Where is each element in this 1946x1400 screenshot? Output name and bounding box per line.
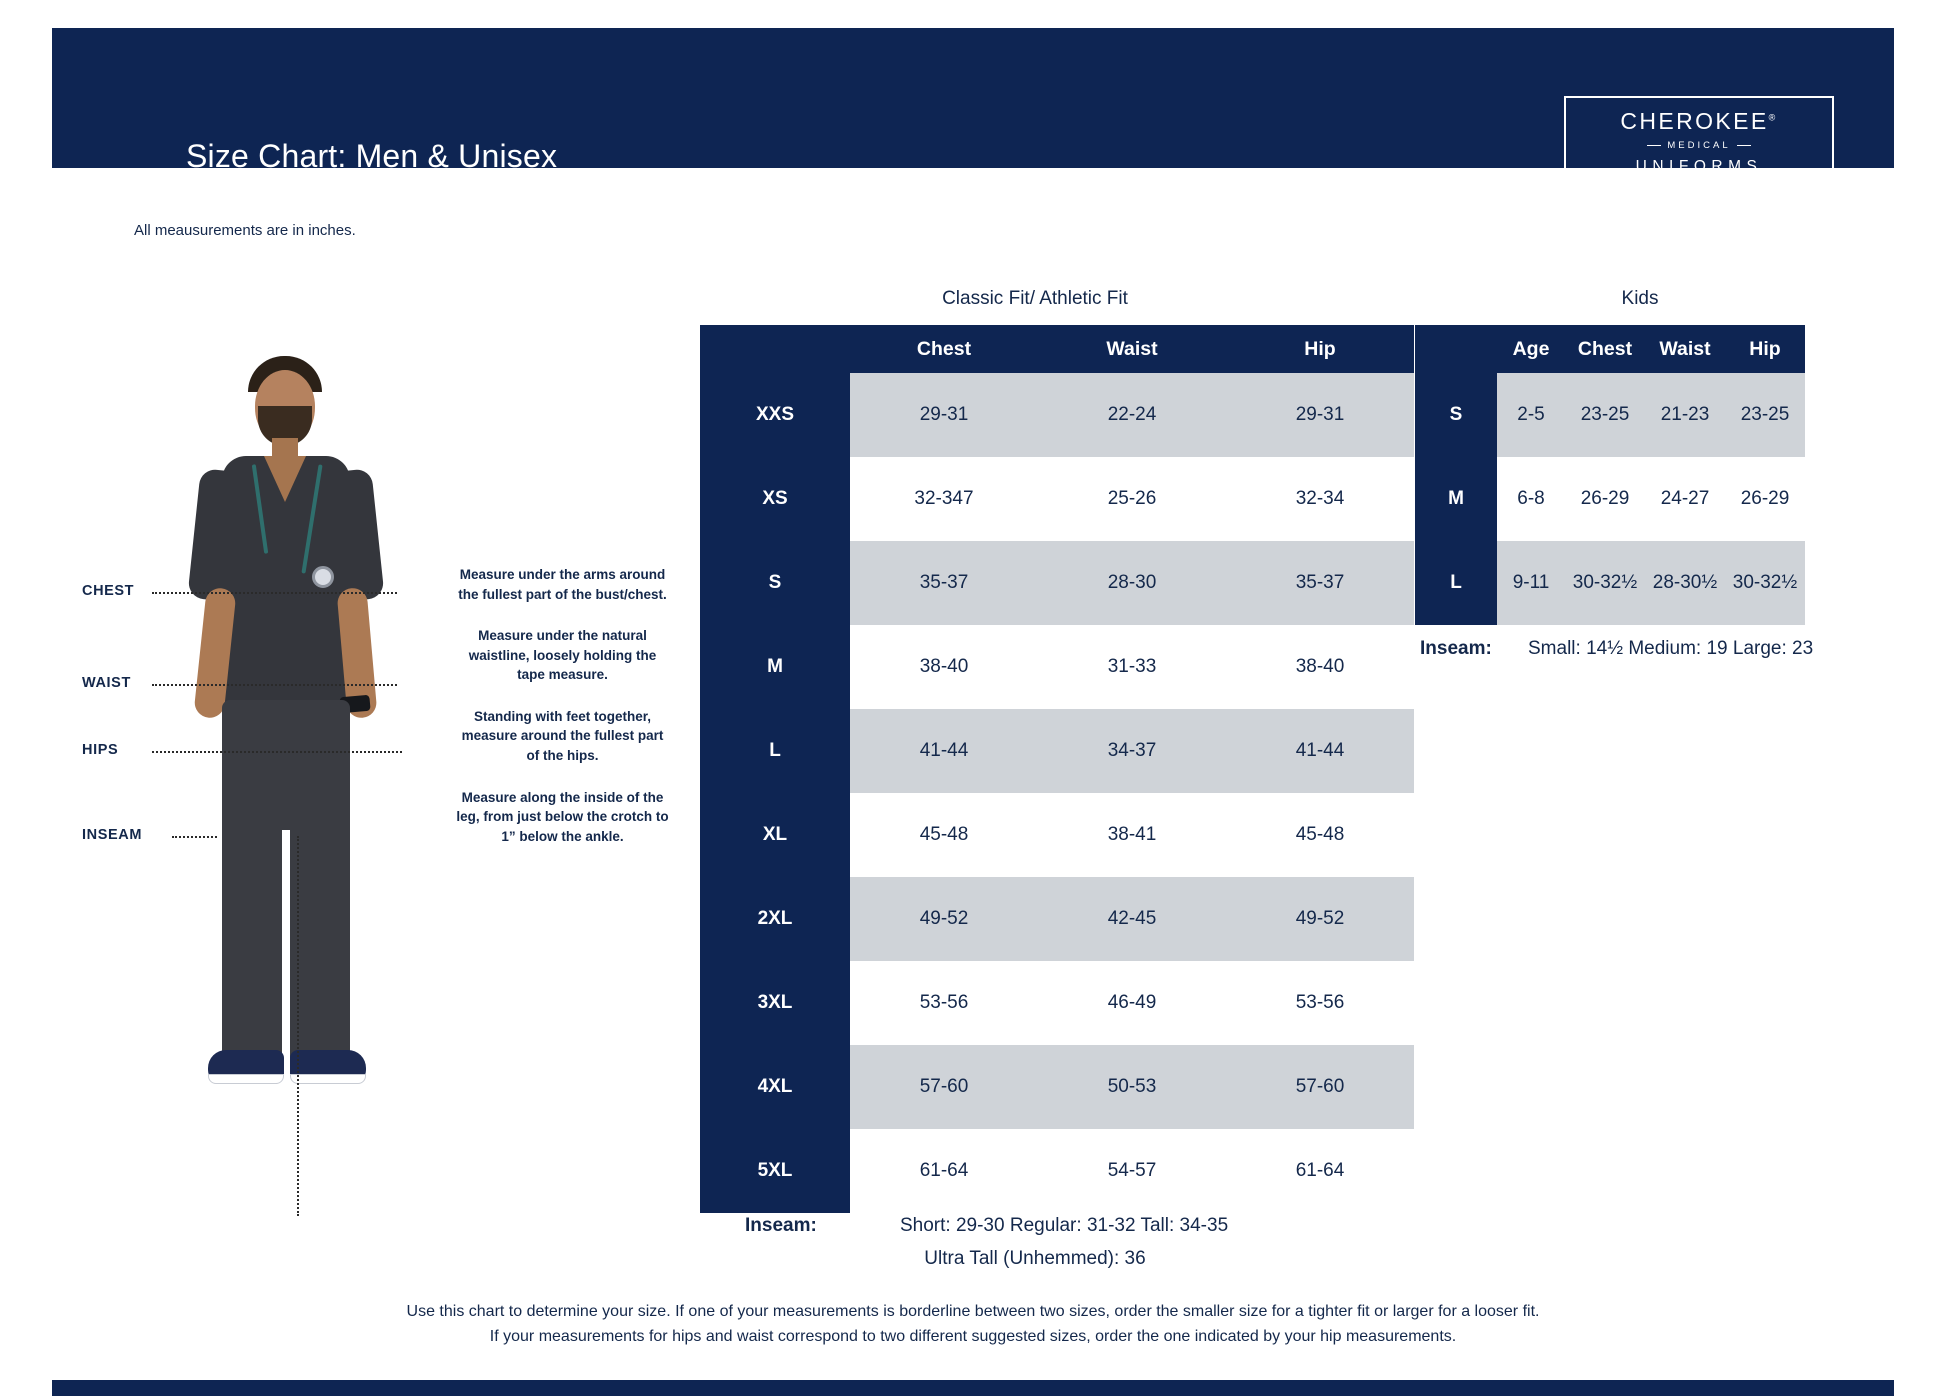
row-chest: 61-64 xyxy=(850,1129,1038,1213)
figure-sole-left xyxy=(208,1074,284,1084)
logo-brand-text xyxy=(1620,108,1777,135)
row-hip: 30-32½ xyxy=(1725,541,1805,625)
model-figure xyxy=(160,360,410,1260)
stethoscope-bell-icon xyxy=(312,566,334,588)
row-size: 2XL xyxy=(700,877,850,961)
row-waist: 54-57 xyxy=(1038,1129,1226,1213)
measurements-note: All meausurements are in inches. xyxy=(134,222,356,239)
row-size: M xyxy=(700,625,850,709)
logo-rule-right xyxy=(1737,145,1751,146)
row-hip: 23-25 xyxy=(1725,373,1805,457)
main-col-chest: Chest xyxy=(850,325,1038,373)
row-size: 3XL xyxy=(700,961,850,1045)
row-hip: 35-37 xyxy=(1226,541,1414,625)
kids-col-waist: Waist xyxy=(1645,325,1725,373)
row-size: 5XL xyxy=(700,1129,850,1213)
logo-uniforms-label: UNIFORMS xyxy=(1635,158,1763,175)
main-col-hip: Hip xyxy=(1226,325,1414,373)
footer-note xyxy=(0,1300,1946,1350)
row-chest: 41-44 xyxy=(850,709,1038,793)
main-col-size xyxy=(700,325,850,373)
footer-bar xyxy=(52,1380,1894,1396)
cherokee-logo xyxy=(1564,96,1834,188)
row-chest: 45-48 xyxy=(850,793,1038,877)
kids-inseam-values: Small: 14½ Medium: 19 Large: 23 xyxy=(1528,638,1814,659)
guide-line-hips xyxy=(152,751,402,753)
row-size: 4XL xyxy=(700,1045,850,1129)
main-inseam-line2: Ultra Tall (Unhemmed): 36 xyxy=(924,1248,1146,1269)
row-hip: 49-52 xyxy=(1226,877,1414,961)
row-chest: 30-32½ xyxy=(1565,541,1645,625)
row-waist: 42-45 xyxy=(1038,877,1226,961)
guide-label-chest: CHEST xyxy=(82,583,135,599)
logo-medical-label: MEDICAL xyxy=(1667,140,1731,151)
row-hip: 45-48 xyxy=(1226,793,1414,877)
table-row xyxy=(700,373,1414,457)
table-row xyxy=(1415,457,1805,541)
row-chest: 35-37 xyxy=(850,541,1038,625)
row-waist: 25-26 xyxy=(1038,457,1226,541)
table-row xyxy=(700,877,1414,961)
table-row xyxy=(700,961,1414,1045)
table-row xyxy=(700,793,1414,877)
main-inseam-line1: Short: 29-30 Regular: 31-32 Tall: 34-35 xyxy=(900,1215,1229,1236)
row-size: XS xyxy=(700,457,850,541)
footer-line-1: Use this chart to determine your size. If one of your measurements is borderline between two sizes, order the smaller size for a tighter fit or larger for a looser fit. xyxy=(406,1303,1540,1320)
table-row xyxy=(700,1129,1414,1213)
kids-col-age: Age xyxy=(1497,325,1565,373)
table-row xyxy=(700,541,1414,625)
guide-line-chest xyxy=(152,592,397,594)
guide-label-inseam: INSEAM xyxy=(82,827,142,843)
row-size: S xyxy=(1415,373,1497,457)
table-row xyxy=(700,625,1414,709)
figure-leg-gap xyxy=(282,830,290,1062)
row-size: XL xyxy=(700,793,850,877)
row-waist: 22-24 xyxy=(1038,373,1226,457)
row-age: 2-5 xyxy=(1497,373,1565,457)
kids-col-chest: Chest xyxy=(1565,325,1645,373)
row-chest: 49-52 xyxy=(850,877,1038,961)
row-size: XXS xyxy=(700,373,850,457)
measurement-instructions xyxy=(455,565,670,846)
guide-line-inseam xyxy=(172,836,217,838)
table-row xyxy=(700,457,1414,541)
table-row xyxy=(700,1045,1414,1129)
guide-line-waist xyxy=(152,684,397,686)
kids-col-size xyxy=(1415,325,1497,373)
guide-line-inseam-vertical xyxy=(297,836,299,1216)
row-waist: 28-30 xyxy=(1038,541,1226,625)
row-hip: 57-60 xyxy=(1226,1045,1414,1129)
row-hip: 41-44 xyxy=(1226,709,1414,793)
row-chest: 32-347 xyxy=(850,457,1038,541)
kids-col-hip: Hip xyxy=(1725,325,1805,373)
instruction-inseam: Measure along the inside of the leg, from just below the crotch to 1” below the ankle. xyxy=(456,789,669,844)
kids-inseam-label: Inseam: xyxy=(1420,638,1492,659)
kids-size-table xyxy=(1415,325,1805,625)
row-hip: 61-64 xyxy=(1226,1129,1414,1213)
row-waist: 24-27 xyxy=(1645,457,1725,541)
instruction-chest: Measure under the arms around the fullest part of the bust/chest. xyxy=(458,567,667,602)
row-hip: 53-56 xyxy=(1226,961,1414,1045)
row-size: M xyxy=(1415,457,1497,541)
row-waist: 46-49 xyxy=(1038,961,1226,1045)
figure-sole-right xyxy=(290,1074,366,1084)
guide-label-hips: HIPS xyxy=(82,742,119,758)
row-chest: 23-25 xyxy=(1565,373,1645,457)
row-size: L xyxy=(1415,541,1497,625)
main-table-header-row xyxy=(700,325,1414,373)
instruction-hips: Standing with feet together, measure around the fullest part of the hips. xyxy=(461,708,664,763)
row-chest: 53-56 xyxy=(850,961,1038,1045)
row-size: L xyxy=(700,709,850,793)
row-waist: 28-30½ xyxy=(1645,541,1725,625)
row-waist: 34-37 xyxy=(1038,709,1226,793)
row-hip: 26-29 xyxy=(1725,457,1805,541)
kids-table-caption: Kids xyxy=(1621,288,1659,309)
logo-rule-left xyxy=(1647,145,1661,146)
registered-mark: ® xyxy=(1768,112,1778,123)
main-inseam-label: Inseam: xyxy=(745,1215,817,1236)
row-chest: 57-60 xyxy=(850,1045,1038,1129)
logo-brand-label: CHEROKEE xyxy=(1620,108,1769,134)
main-col-waist: Waist xyxy=(1038,325,1226,373)
row-chest: 26-29 xyxy=(1565,457,1645,541)
figure-illustration xyxy=(70,330,500,1260)
row-hip: 29-31 xyxy=(1226,373,1414,457)
guide-label-waist: WAIST xyxy=(82,675,131,691)
row-waist: 31-33 xyxy=(1038,625,1226,709)
header-bar xyxy=(52,28,1894,175)
row-age: 9-11 xyxy=(1497,541,1565,625)
logo-medical-line xyxy=(1647,140,1750,151)
row-size: S xyxy=(700,541,850,625)
table-row xyxy=(1415,541,1805,625)
row-hip: 32-34 xyxy=(1226,457,1414,541)
row-hip: 38-40 xyxy=(1226,625,1414,709)
instruction-waist: Measure under the natural waistline, loosely holding the tape measure. xyxy=(468,628,657,683)
table-row xyxy=(700,709,1414,793)
row-waist: 50-53 xyxy=(1038,1045,1226,1129)
row-age: 6-8 xyxy=(1497,457,1565,541)
row-chest: 29-31 xyxy=(850,373,1038,457)
page-title: Size Chart: Men & Unisex xyxy=(186,138,558,174)
main-table-caption: Classic Fit/ Athletic Fit xyxy=(942,288,1128,309)
table-row xyxy=(1415,373,1805,457)
row-waist: 38-41 xyxy=(1038,793,1226,877)
classic-fit-size-table xyxy=(700,325,1414,1213)
footer-line-2: If your measurements for hips and waist correspond to two different suggested sizes, order the one indicated by your hip measurements. xyxy=(489,1327,1457,1345)
row-chest: 38-40 xyxy=(850,625,1038,709)
kids-table-header-row xyxy=(1415,325,1805,373)
row-waist: 21-23 xyxy=(1645,373,1725,457)
